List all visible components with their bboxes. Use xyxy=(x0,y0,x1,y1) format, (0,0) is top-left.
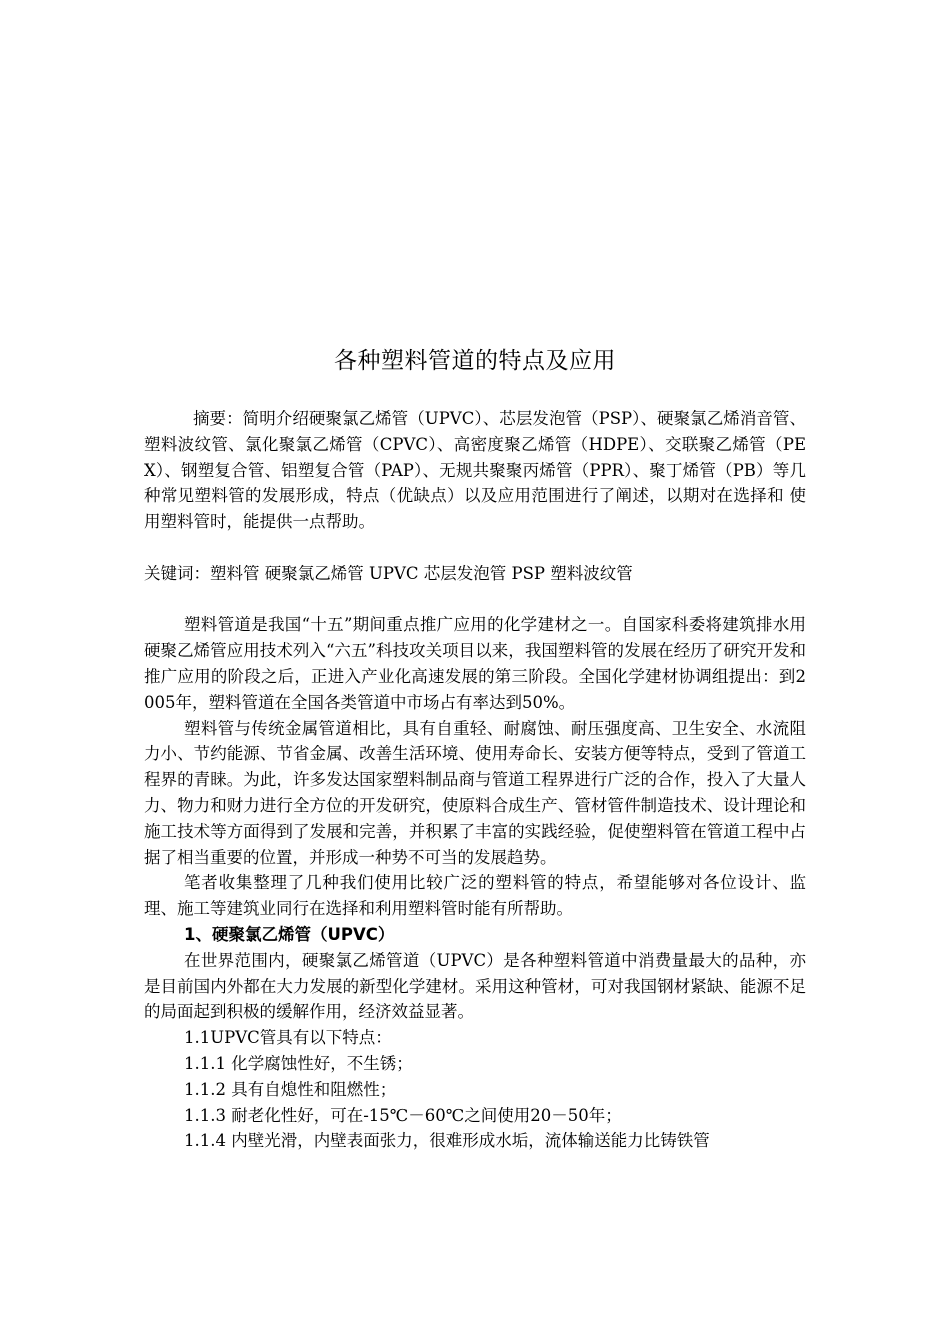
abstract-paragraph: 摘要：简明介绍硬聚氯乙烯管（UPVC）、芯层发泡管（PSP）、硬聚氯乙烯消音管、塑料波纹管、氯化聚氯乙烯管（CPVC）、高密度聚乙烯管（HDPE）、交联聚乙烯管（PEX）、钢塑复合管、铝塑复合管（PAP）、无规共聚聚丙烯管（PPR）、聚丁烯管（PB）等几种常见塑料管的发展形成，特点（优缺点）以及应用范围进行了阐述，以期对在选择和 使用塑料管时，能提供一点帮助。 xyxy=(144,409,806,532)
list-item: 1.1.1 化学腐蚀性好，不生锈； xyxy=(184,1053,413,1073)
body-paragraph: 塑料管与传统金属管道相比，具有自重轻、耐腐蚀、耐压强度高、卫生安全、水流阻力小、节约能源、节省金属、改善生活环境、使用寿命长、安装方便等特点，受到了管道工程界的青睐。为此，许多发达国家塑料制品商与管道工程界进行广泛的合作，投入了大量人力、物力和财力进行全方位的开发研究，使原料合成生产、管材管件制造技术、设计理论和施工技术等方面得到了发展和完善，并积累了丰富的实践经验，促使塑料管在管道工程中占据了相当重要的位置，并形成一种势不可当的发展趋势。 xyxy=(144,718,806,867)
section-heading: 1、硬聚氯乙烯管（UPVC） xyxy=(184,924,395,944)
list-item: 1.1.4 内壁光滑，内壁表面张力，很难形成水垢，流体输送能力比铸铁管 xyxy=(184,1131,710,1151)
list-item: 1.1.3 耐老化性好，可在-15℃－60℃之间使用20－50年； xyxy=(184,1105,622,1125)
document-title: 各种塑料管道的特点及应用 xyxy=(334,348,616,374)
list-item: 1.1.2 具有自熄性和阻燃性； xyxy=(184,1079,397,1099)
list-title: 1.1UPVC管具有以下特点： xyxy=(184,1028,392,1048)
document-body xyxy=(144,406,806,1154)
section-intro-paragraph: 在世界范围内，硬聚氯乙烯管道（UPVC）是各种塑料管道中消费量最大的品种，亦是目前国内外都在大力发展的新型化学建材。采用这种管材，可对我国钢材紧缺、能源不足的局面起到积极的缓解作用，经济效益显著。 xyxy=(144,950,806,1022)
body-paragraph: 塑料管道是我国“十五”期间重点推广应用的化学建材之一。自国家科委将建筑排水用硬聚乙烯管应用技术列入“六五”科技攻关项目以来，我国塑料管的发展在经历了研究开发和推广应用的阶段之后，正进入产业化高速发展的第三阶段。全国化学建材协调组提出：到2005年，塑料管道在全国各类管道中市场占有率达到50%。 xyxy=(144,615,806,712)
keywords-line: 关键词：塑料管 硬聚氯乙烯管 UPVC 芯层发泡管 PSP 塑料波纹管 xyxy=(144,563,633,583)
body-paragraph: 笔者收集整理了几种我们使用比较广泛的塑料管的特点，希望能够对各位设计、监理、施工等建筑业同行在选择和利用塑料管时能有所帮助。 xyxy=(144,873,806,919)
